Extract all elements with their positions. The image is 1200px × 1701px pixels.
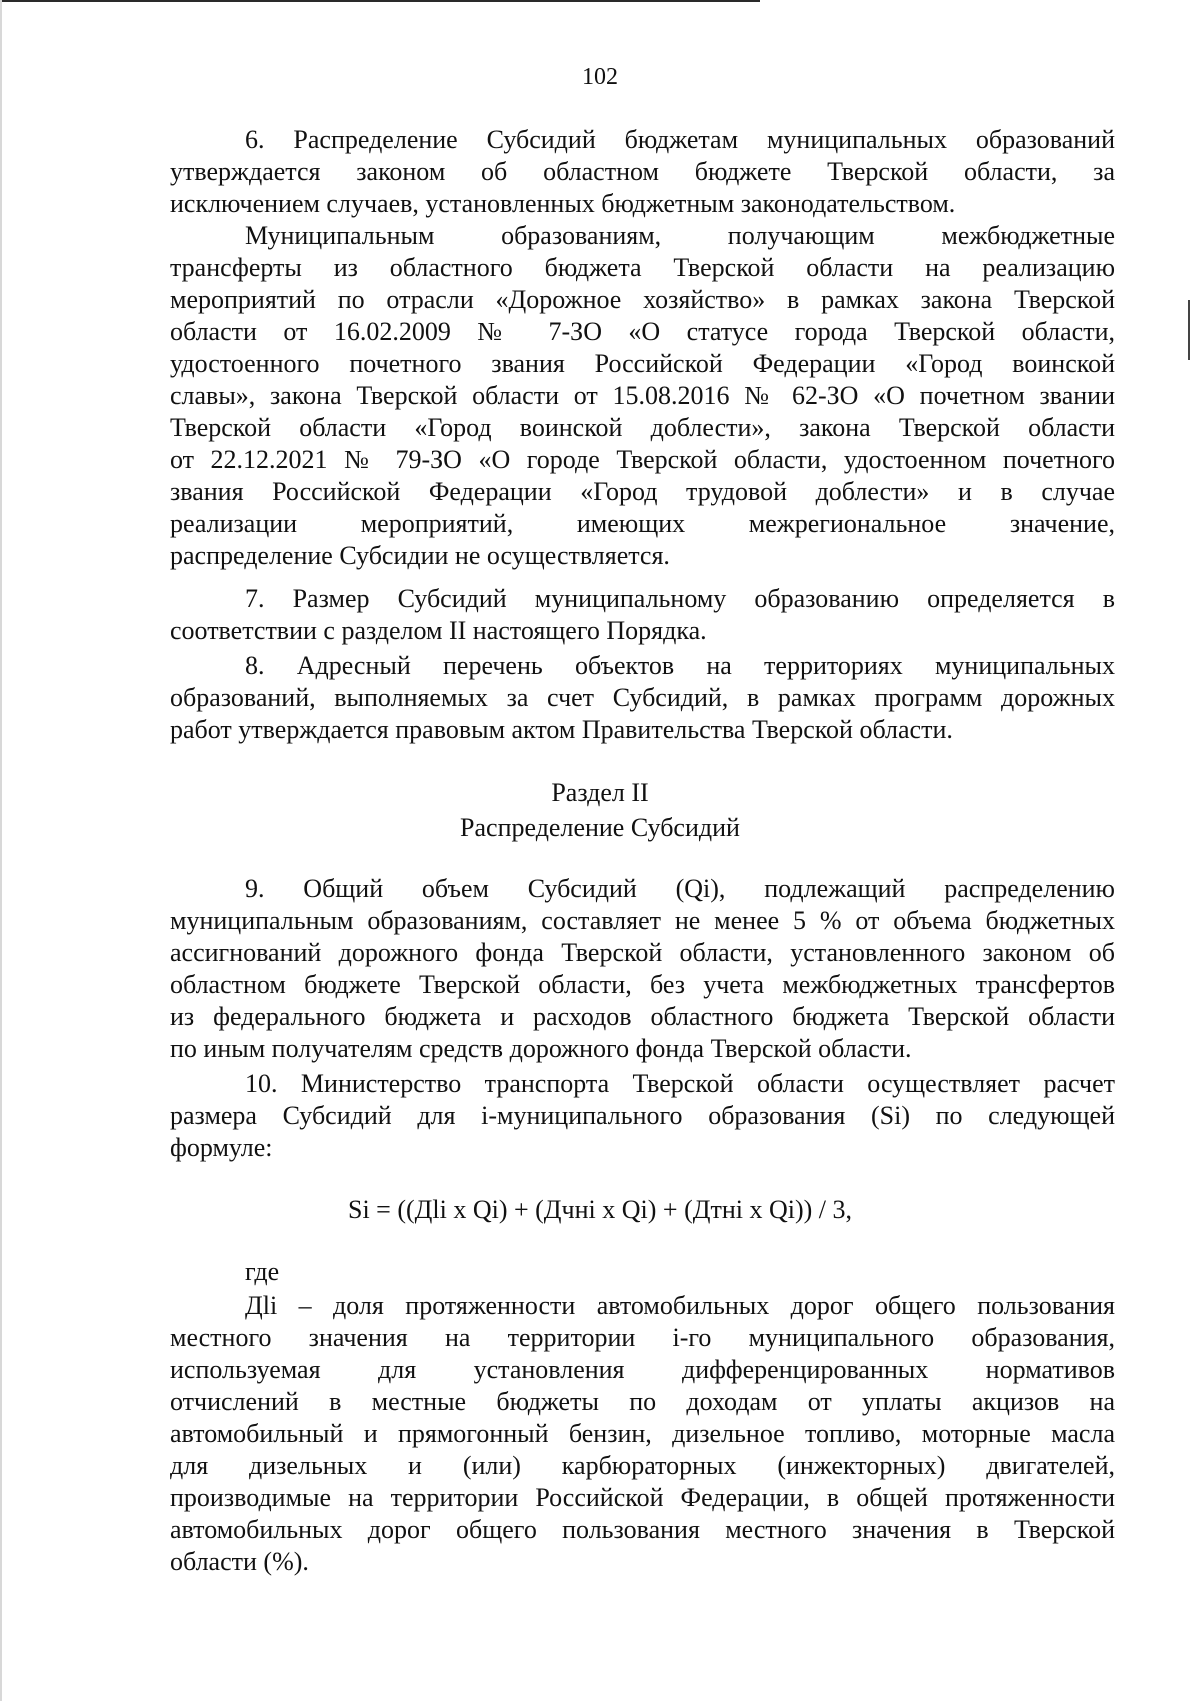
p-mo-line-9: звания Российской Федерации «Город трудовой доблести» и в случае <box>170 477 1115 506</box>
p-mo-line-7: Тверской области «Город воинской доблести», закона Тверской области <box>170 413 1115 442</box>
dli-line-6: для дизельных и (или) карбюраторных (инжекторных) двигателей, <box>170 1451 1115 1480</box>
p-mo-line-5: удостоенного почетного звания Российской Федерации «Город воинской <box>170 349 1115 378</box>
scan-mark-right <box>1188 300 1190 360</box>
p10-line-3: формуле: <box>170 1133 273 1162</box>
p-mo-line-1: Муниципальным образованиям, получающим межбюджетные <box>245 221 1115 250</box>
section-number: Раздел II <box>551 778 649 807</box>
p-mo-line-11: распределение Субсидии не осуществляется. <box>170 541 670 570</box>
dli-line-9: области (%). <box>170 1547 309 1576</box>
dli-line-3: используемая для установления дифференцированных нормативов <box>170 1355 1115 1384</box>
p9-line-6: по иным получателям средств дорожного фонда Тверской области. <box>170 1034 912 1063</box>
p9-line-3: ассигнований дорожного фонда Тверской области, установленного законом об <box>170 938 1115 967</box>
p9-line-4: областном бюджете Тверской области, без учета межбюджетных трансфертов <box>170 970 1115 999</box>
p8-line-3: работ утверждается правовым актом Правительства Тверской области. <box>170 715 953 744</box>
formula: Si = ((Дli x Qi) + (Дчнi x Qi) + (Дтнi x Qi)) / 3, <box>347 1195 853 1224</box>
p6-line-3: исключением случаев, установленных бюджетным законодательством. <box>170 189 956 218</box>
dli-line-7: производимые на территории Российской Федерации, в общей протяженности <box>170 1483 1115 1512</box>
p6-line-2: утверждается законом об областном бюджете Тверской области, за <box>170 157 1115 186</box>
dli-line-8: автомобильных дорог общего пользования местного значения в Тверской <box>170 1515 1115 1544</box>
p-mo-line-8: от 22.12.2021 № 79-ЗО «О городе Тверской области, удостоенном почетного <box>170 445 1115 474</box>
p9-line-5: из федерального бюджета и расходов областного бюджета Тверской области <box>170 1002 1115 1031</box>
page-number: 102 <box>582 64 618 90</box>
dli-line-4: отчислений в местные бюджеты по доходам от уплаты акцизов на <box>170 1387 1115 1416</box>
p8-line-2: образований, выполняемых за счет Субсидий, в рамках программ дорожных <box>170 683 1115 712</box>
where-label: где <box>245 1257 280 1286</box>
p7-line-1: 7. Размер Субсидий муниципальному образованию определяется в <box>245 584 1115 613</box>
p-mo-line-4: области от 16.02.2009 № 7-ЗО «О статусе города Тверской области, <box>170 317 1115 346</box>
p-mo-line-10: реализации мероприятий, имеющих межрегиональное значение, <box>170 509 1115 538</box>
p-mo-line-6: славы», закона Тверской области от 15.08.2016 № 62-ЗО «О почетном звании <box>170 381 1115 410</box>
dli-line-1: Дli – доля протяженности автомобильных дорог общего пользования <box>245 1291 1115 1320</box>
p9-line-1: 9. Общий объем Субсидий (Qi), подлежащий распределению <box>245 874 1115 903</box>
p10-line-2: размера Субсидий для i-муниципального образования (Si) по следующей <box>170 1101 1115 1130</box>
p7-line-2: соответствии с разделом II настоящего Порядка. <box>170 616 707 645</box>
p9-line-2: муниципальным образованиям, составляет не менее 5 % от объема бюджетных <box>170 906 1115 935</box>
dli-line-2: местного значения на территории i-го муниципального образования, <box>170 1323 1115 1352</box>
scan-edge-left <box>0 0 2 1701</box>
p10-line-1: 10. Министерство транспорта Тверской области осуществляет расчет <box>245 1069 1115 1098</box>
scan-edge-top <box>0 0 760 2</box>
dli-line-5: автомобильный и прямогонный бензин, дизельное топливо, моторные масла <box>170 1419 1115 1448</box>
p8-line-1: 8. Адресный перечень объектов на территориях муниципальных <box>245 651 1115 680</box>
p-mo-line-3: мероприятий по отрасли «Дорожное хозяйство» в рамках закона Тверской <box>170 285 1115 314</box>
p-mo-line-2: трансферты из областного бюджета Тверской области на реализацию <box>170 253 1115 282</box>
section-title: Распределение Субсидий <box>460 813 740 842</box>
p6-line-1: 6. Распределение Субсидий бюджетам муниципальных образований <box>245 125 1115 154</box>
